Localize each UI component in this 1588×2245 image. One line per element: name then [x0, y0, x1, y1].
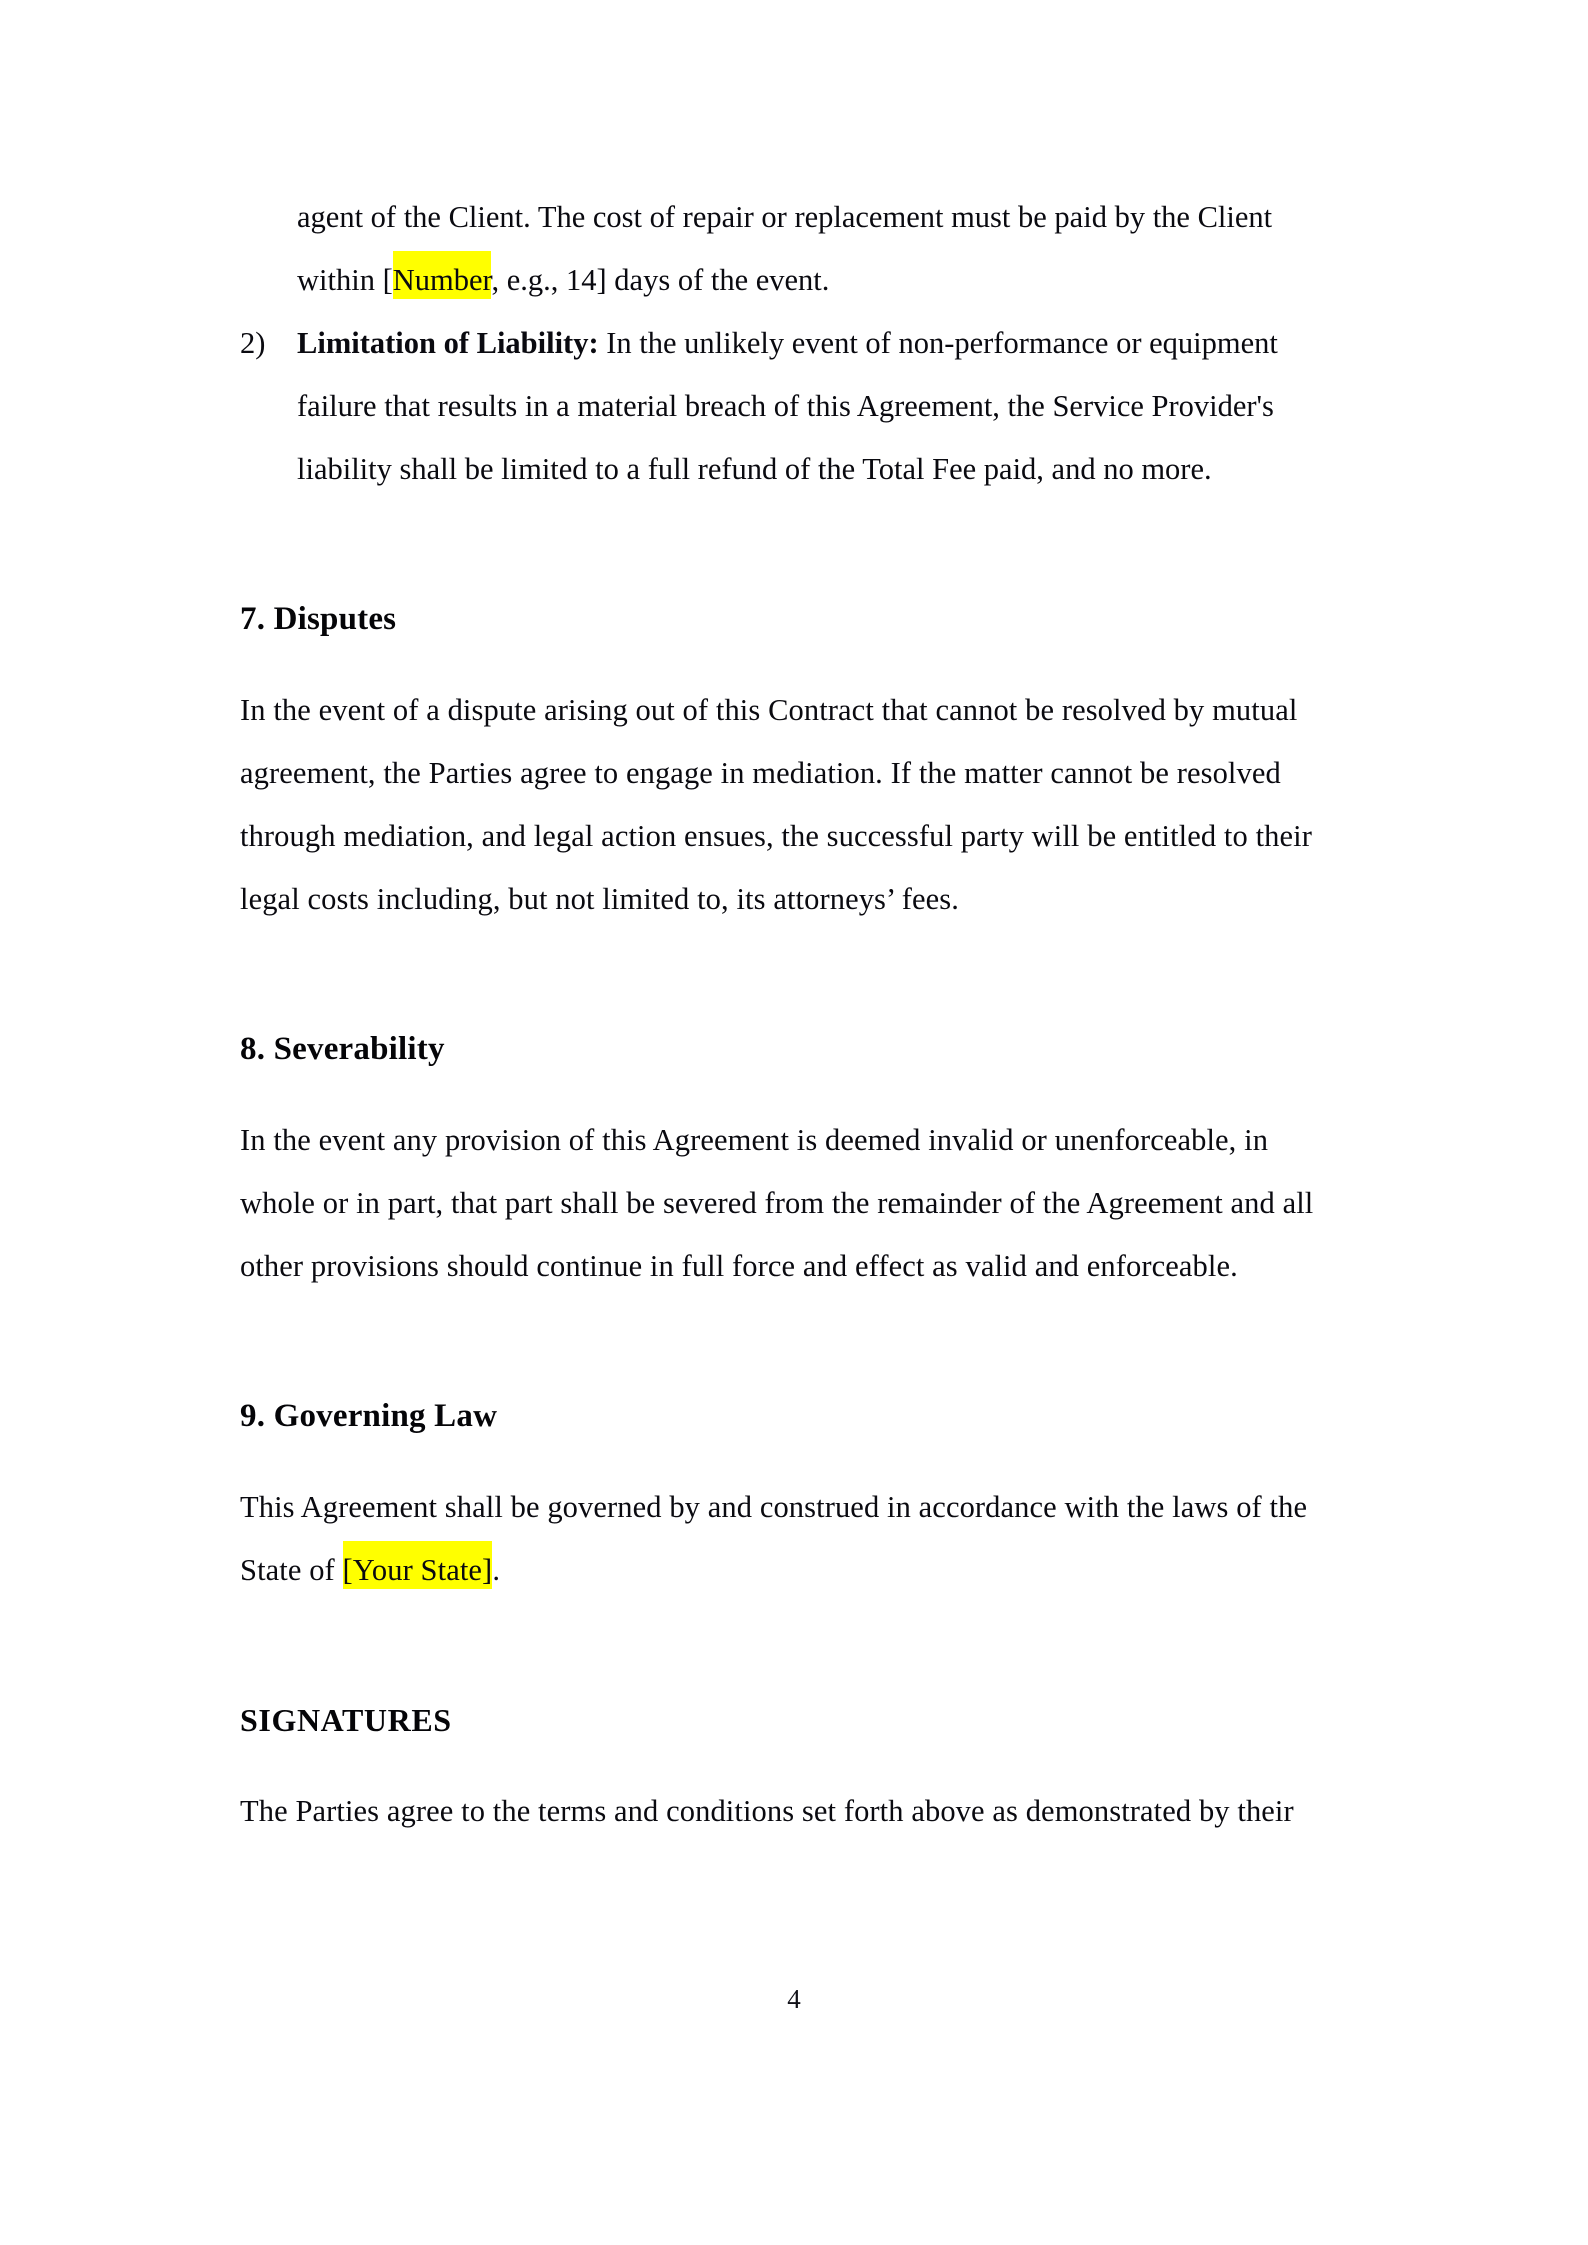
list-item-lead-label: Limitation of Liability:: [297, 326, 599, 360]
section-heading-severability: 8. Severability: [240, 1031, 445, 1067]
spacer: [240, 1071, 1350, 1109]
section-body-governing-law: [240, 1476, 1350, 1602]
highlight-number-placeholder: Number: [393, 251, 492, 299]
list-item: [240, 312, 1350, 501]
spacer: [240, 1298, 1350, 1394]
page-number-footer: 4: [787, 1984, 801, 2014]
spacer: [240, 501, 1350, 597]
governing-law-text-after-highlight: .: [492, 1553, 501, 1587]
spacer: [240, 641, 1350, 679]
continuation-text-before-highlight: agent of the Client. The cost of repair or replacement must be paid by the Client within [: [297, 200, 1273, 297]
continuation-text-after-highlight: , e.g., 14] days of the event.: [491, 263, 830, 297]
highlight-your-state-placeholder: [Your State]: [343, 1541, 493, 1589]
list-item-marker: 2): [240, 326, 266, 360]
list-item-text: In the unlikely event of non-performance or equipment failure that results in a material breach of this Agreement, the Service Provider's liability shall be limited to a full refund of the Total Fee paid, and no more.: [297, 326, 1278, 486]
section-heading-signatures: SIGNATURES: [240, 1702, 452, 1738]
section-heading-disputes: 7. Disputes: [240, 601, 397, 637]
section-body-disputes: In the event of a dispute arising out of this Contract that cannot be resolved by mutual agreement, the Parties agree to engage in mediation. If the matter cannot be resolved through mediation, and legal action ensues, the successful party will be entitled to their legal costs including, but not limited to, its attorneys’ fees.: [240, 693, 1312, 916]
section-heading-governing-law: 9. Governing Law: [240, 1398, 498, 1434]
section-body-signatures: The Parties agree to the terms and conditions set forth above as demonstrated by their: [240, 1794, 1294, 1828]
spacer: [240, 1742, 1350, 1780]
section-body-severability: In the event any provision of this Agreement is deemed invalid or unenforceable, in whole or in part, that part shall be severed from the remainder of the Agreement and all other provisions should continue in full force and effect as valid and enforceable.: [240, 1123, 1314, 1283]
spacer: [240, 931, 1350, 1027]
numbered-list: [240, 312, 1350, 501]
list-item-continuation: [240, 186, 1350, 312]
spacer: [240, 1438, 1350, 1476]
governing-law-text-before-highlight: This Agreement shall be governed by and construed in accordance with the laws of the State of: [240, 1490, 1308, 1587]
spacer: [240, 1602, 1350, 1698]
document-body: [240, 186, 1350, 1843]
